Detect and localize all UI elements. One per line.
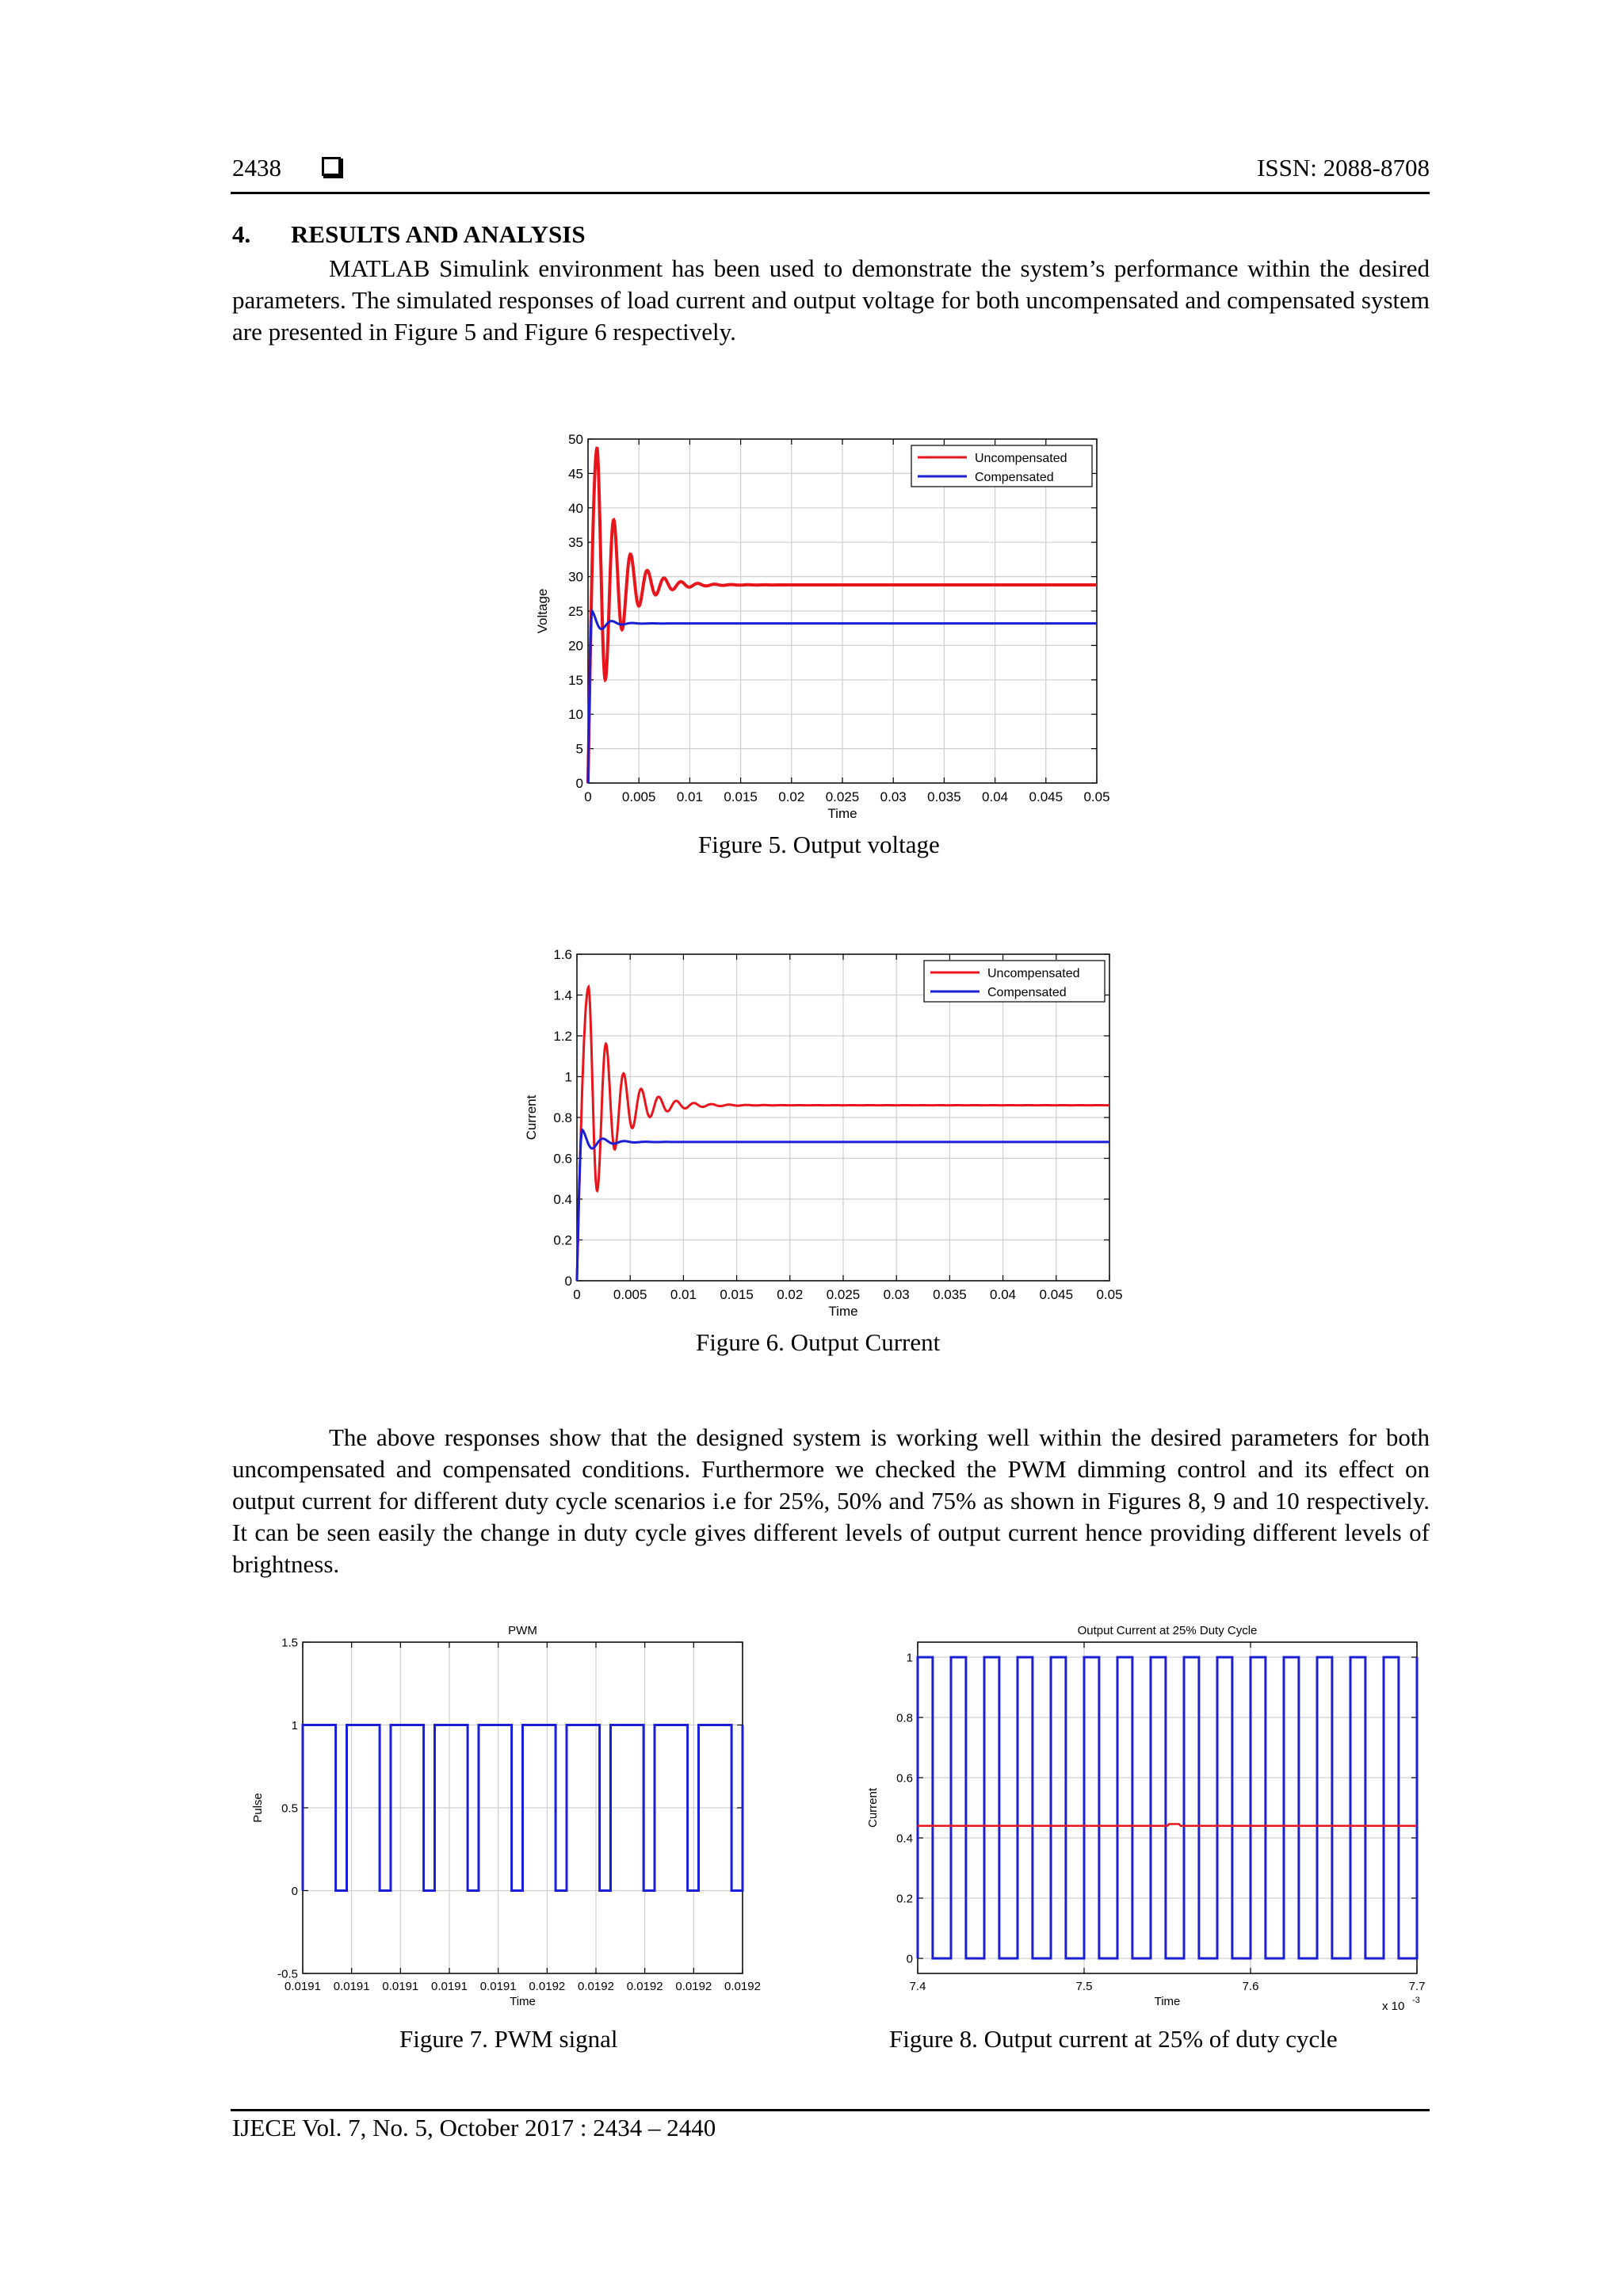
x-tick-label: 0.04 bbox=[990, 1287, 1017, 1302]
y-tick-label: 0.8 bbox=[553, 1110, 572, 1125]
paragraph-text: The above responses show that the designed system is working well within the desired parameters for both uncompensated and compensated conditions. Furthermore we checked the PWM dimming control and its effect on output current for different duty cycle scenarios i.e for 25%, 50% and 75% as shown in Figures 8, 9 and 10 respectively. It can be seen easily the change in duty cycle gives different levels of output current hence providing different levels of brightness. bbox=[232, 1423, 1430, 1578]
y-tick-label: 10 bbox=[568, 707, 583, 723]
x-tick-label: 0.05 bbox=[1083, 789, 1110, 804]
x-tick-label: 0.005 bbox=[613, 1287, 647, 1302]
x-tick-label: 0.0191 bbox=[285, 1980, 321, 1993]
x-tick-label: 0.0191 bbox=[333, 1980, 370, 1993]
y-tick-label: 30 bbox=[568, 569, 583, 585]
header-rule bbox=[231, 192, 1430, 194]
chart-title: Output Current at 25% Duty Cycle bbox=[1077, 1624, 1258, 1637]
section-heading bbox=[232, 220, 586, 249]
y-tick-label: 0.2 bbox=[553, 1232, 572, 1248]
x-tick-label: 0.025 bbox=[825, 789, 860, 804]
y-tick-label: 0.4 bbox=[553, 1191, 572, 1207]
y-tick-label: 50 bbox=[568, 431, 583, 447]
x-tick-label: 0.03 bbox=[880, 789, 907, 804]
x-tick-label: 0.025 bbox=[826, 1287, 861, 1302]
y-tick-label: 40 bbox=[568, 500, 583, 516]
x-tick-label: 0.04 bbox=[982, 789, 1009, 804]
y-tick-label: 0 bbox=[575, 775, 583, 791]
issn: ISSN: 2088-8708 bbox=[1257, 154, 1430, 181]
x-tick-label: 0.045 bbox=[1039, 1287, 1074, 1302]
paragraph-text: MATLAB Simulink environment has been used to demonstrate the system’s performance within the desired parameters. The simulated responses of load current and output voltage for both uncompensated and compensated system are presented in Figure 5 and Figure 6 respectively. bbox=[232, 254, 1430, 346]
x-tick-label: 7.5 bbox=[1075, 1980, 1093, 1993]
y-tick-label: 1 bbox=[564, 1069, 572, 1085]
footer-text: IJECE Vol. 7, No. 5, October 2017 : 2434 – 2440 bbox=[232, 2114, 716, 2141]
x-tick-label: 0.0192 bbox=[675, 1980, 712, 1993]
paragraph bbox=[232, 1422, 1430, 1580]
x-axis-label: Time bbox=[510, 1995, 536, 2008]
x-multiplier: x 10 bbox=[1382, 2000, 1405, 2013]
section-title: RESULTS AND ANALYSIS bbox=[291, 220, 586, 248]
page-number: 2438 bbox=[232, 154, 281, 181]
figure-caption: Figure 8. Output current at 25% of duty cycle bbox=[889, 2025, 1338, 2053]
legend-label: Uncompensated bbox=[987, 967, 1080, 980]
y-tick-label: 0 bbox=[906, 1952, 913, 1966]
output-current-chart bbox=[517, 943, 1135, 1324]
x-tick-label: 0.0192 bbox=[626, 1980, 663, 1993]
y-axis-label: Voltage bbox=[535, 588, 550, 634]
y-tick-label: 0.8 bbox=[896, 1711, 913, 1725]
x-tick-label: 0.035 bbox=[927, 789, 961, 804]
y-tick-label: 20 bbox=[568, 638, 583, 654]
y-axis-label: Current bbox=[866, 1787, 880, 1828]
y-tick-label: -0.5 bbox=[277, 1967, 298, 1981]
x-tick-label: 0.0192 bbox=[724, 1980, 761, 1993]
x-tick-label: 0.02 bbox=[777, 1287, 804, 1302]
x-tick-label: 0.015 bbox=[724, 789, 758, 804]
y-tick-label: 1 bbox=[291, 1718, 298, 1733]
x-tick-label: 0 bbox=[573, 1287, 581, 1302]
y-tick-label: 25 bbox=[568, 603, 583, 619]
y-tick-label: 0.2 bbox=[896, 1892, 913, 1906]
x-tick-label: 7.7 bbox=[1408, 1980, 1426, 1993]
x-tick-label: 0.035 bbox=[933, 1287, 967, 1302]
legend-label: Uncompensated bbox=[975, 452, 1067, 465]
paragraph bbox=[232, 253, 1430, 348]
figure-caption: Figure 5. Output voltage bbox=[698, 831, 940, 858]
y-tick-label: 5 bbox=[575, 741, 583, 757]
output-current-25-duty-chart bbox=[856, 1609, 1426, 2021]
x-tick-label: 0.015 bbox=[720, 1287, 754, 1302]
x-tick-label: 0.005 bbox=[621, 789, 656, 804]
y-tick-label: 0.6 bbox=[896, 1771, 913, 1786]
y-tick-label: 0.6 bbox=[553, 1151, 572, 1167]
y-tick-label: 1.2 bbox=[553, 1028, 572, 1044]
figure-caption: Figure 6. Output Current bbox=[696, 1328, 941, 1356]
x-tick-label: 0.0191 bbox=[479, 1980, 517, 1993]
x-tick-label: 0.05 bbox=[1096, 1287, 1123, 1302]
x-tick-label: 0.0191 bbox=[382, 1980, 419, 1993]
x-tick-label: 7.6 bbox=[1242, 1980, 1259, 1993]
x-axis-label: Time bbox=[1154, 1995, 1181, 2008]
x-tick-label: 0 bbox=[584, 789, 592, 804]
y-tick-label: 35 bbox=[568, 535, 583, 551]
x-tick-label: 0.01 bbox=[676, 789, 703, 804]
figure-caption: Figure 7. PWM signal bbox=[399, 2025, 618, 2053]
x-tick-label: 0.02 bbox=[778, 789, 805, 804]
y-tick-label: 0 bbox=[291, 1884, 298, 1898]
y-tick-label: 0.5 bbox=[281, 1801, 298, 1816]
x-tick-label: 7.4 bbox=[909, 1980, 926, 1993]
y-tick-label: 1 bbox=[906, 1651, 913, 1665]
x-tick-label: 0.045 bbox=[1029, 789, 1064, 804]
legend-label: Compensated bbox=[987, 986, 1067, 999]
y-tick-label: 0.4 bbox=[896, 1832, 913, 1846]
y-tick-label: 1.4 bbox=[553, 988, 572, 1003]
y-axis-label: Pulse bbox=[251, 1793, 265, 1823]
x-tick-label: 0.0191 bbox=[431, 1980, 468, 1993]
x-tick-label: 0.03 bbox=[883, 1287, 910, 1302]
y-tick-label: 1.6 bbox=[553, 946, 572, 962]
pwm-signal-chart bbox=[238, 1609, 761, 2021]
x-axis-label: Time bbox=[828, 1304, 858, 1319]
x-tick-label: 0.0192 bbox=[529, 1980, 566, 1993]
output-voltage-chart bbox=[536, 428, 1122, 824]
y-tick-label: 45 bbox=[568, 466, 583, 482]
x-tick-label: 0.0192 bbox=[578, 1980, 614, 1993]
chart-title: PWM bbox=[508, 1624, 537, 1637]
checkbox-bullet-icon bbox=[322, 157, 341, 176]
plot-area bbox=[918, 1642, 1417, 1973]
x-exponent: -3 bbox=[1412, 1996, 1420, 2005]
y-tick-label: 1.5 bbox=[281, 1636, 298, 1650]
section-number: 4. bbox=[232, 220, 251, 248]
footer-rule bbox=[231, 2109, 1430, 2111]
x-axis-label: Time bbox=[827, 806, 857, 821]
y-axis-label: Current bbox=[524, 1095, 539, 1140]
y-tick-label: 0 bbox=[564, 1273, 572, 1289]
y-tick-label: 15 bbox=[568, 672, 583, 688]
x-tick-label: 0.01 bbox=[670, 1287, 697, 1302]
legend-label: Compensated bbox=[975, 471, 1054, 484]
